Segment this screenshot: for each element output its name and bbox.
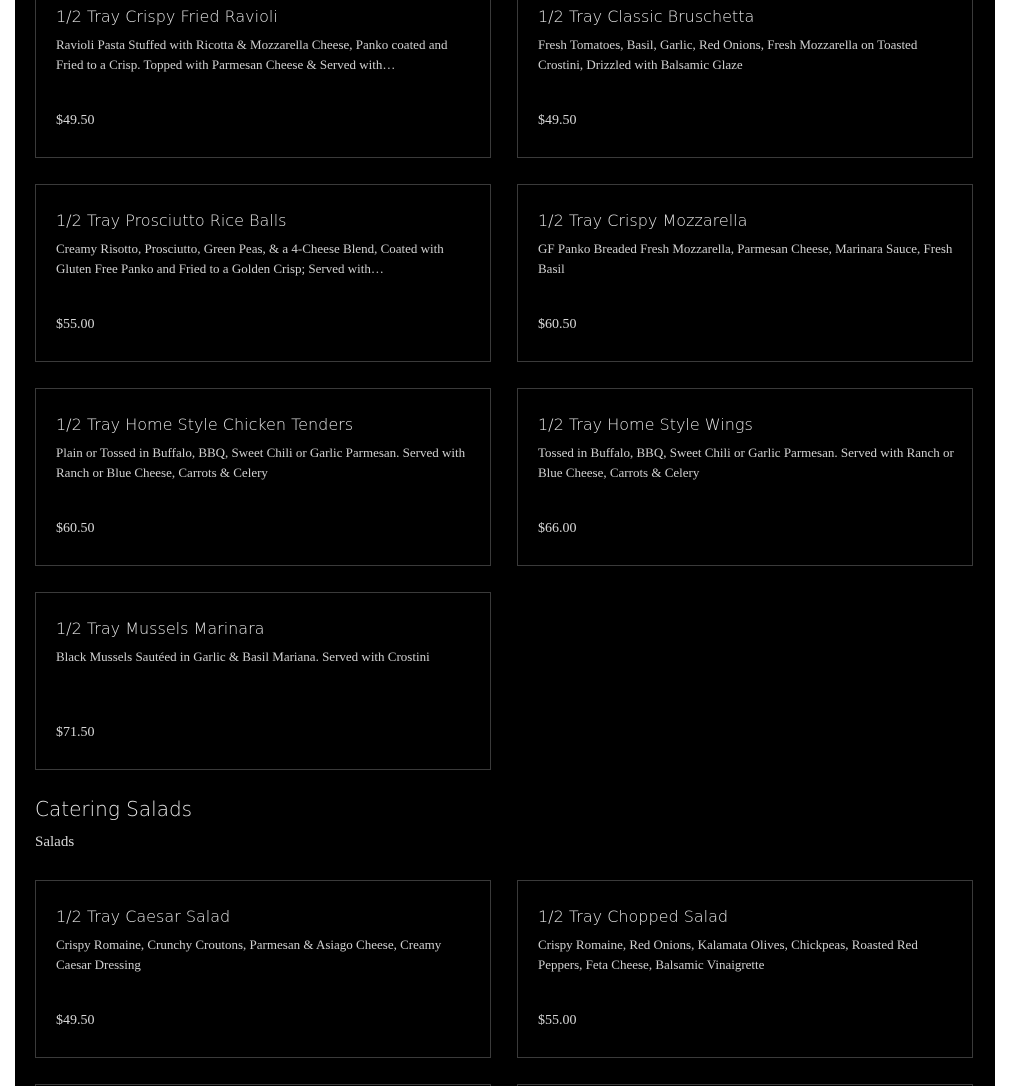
menu-item-title: 1/2 Tray Prosciutto Rice Balls — [56, 211, 287, 230]
menu-item-price: $60.50 — [538, 317, 577, 332]
menu-item-description: Fresh Tomatoes, Basil, Garlic, Red Onions, Fresh Mozzarella on Toasted Crostini, Drizzled with Balsamic Glaze — [538, 37, 918, 72]
menu-item-description: Crispy Romaine, Red Onions, Kalamata Olives, Chickpeas, Roasted Red Peppers, Feta Cheese, Balsamic Vinaigrette — [538, 937, 918, 972]
menu-item-card[interactable] — [517, 0, 973, 158]
menu-item-description: Tossed in Buffalo, BBQ, Sweet Chili or Garlic Parmesan. Served with Ranch or Blue Cheese, Carrots & Celery — [538, 445, 954, 480]
menu-item-description: Crispy Romaine, Crunchy Croutons, Parmesan & Asiago Cheese, Creamy Caesar Dressing — [56, 937, 442, 972]
menu-item-description: Plain or Tossed in Buffalo, BBQ, Sweet Chili or Garlic Parmesan. Served with Ranch or Blue Cheese, Carrots & Celery — [56, 445, 466, 480]
menu-item-price: $66.00 — [538, 521, 577, 536]
menu-item-price: $55.00 — [538, 1013, 577, 1028]
menu-item-price: $60.50 — [56, 521, 95, 536]
menu-item-title: 1/2 Tray Home Style Chicken Tenders — [56, 415, 354, 434]
menu-item-title: 1/2 Tray Mussels Marinara — [56, 619, 265, 638]
menu-item-title: 1/2 Tray Chopped Salad — [538, 907, 729, 926]
menu-item-title: 1/2 Tray Classic Bruschetta — [538, 7, 755, 26]
menu-item-card[interactable] — [35, 880, 491, 1058]
menu-item-description: Black Mussels Sautéed in Garlic & Basil Mariana. Served with Crostini — [56, 649, 430, 664]
menu-item-card[interactable] — [517, 184, 973, 362]
menu-item-card[interactable] — [35, 592, 491, 770]
menu-item-title: 1/2 Tray Home Style Wings — [538, 415, 753, 434]
menu-item-title: 1/2 Tray Crispy Fried Ravioli — [56, 7, 278, 26]
menu-item-card[interactable] — [517, 880, 973, 1058]
section-subtitle: Salads — [35, 834, 75, 850]
menu-item-card[interactable] — [35, 184, 491, 362]
menu-item-description: Ravioli Pasta Stuffed with Ricotta & Mozzarella Cheese, Panko coated and Fried to a Crisp. Topped with Parmesan Cheese & Served with… — [56, 37, 448, 72]
menu-item-card[interactable] — [35, 388, 491, 566]
menu-item-price: $49.50 — [538, 113, 577, 128]
menu-item-price: $49.50 — [56, 113, 95, 128]
menu-item-price: $49.50 — [56, 1013, 95, 1028]
menu-item-title: 1/2 Tray Caesar Salad — [56, 907, 231, 926]
menu-item-card[interactable] — [517, 388, 973, 566]
section-title: Catering Salads — [35, 797, 193, 821]
menu-item-price: $71.50 — [56, 725, 95, 740]
menu-item-title: 1/2 Tray Crispy Mozzarella — [538, 211, 748, 230]
menu-item-price: $55.00 — [56, 317, 95, 332]
menu-item-card[interactable] — [35, 0, 491, 158]
menu-item-description: Creamy Risotto, Prosciutto, Green Peas, & a 4-Cheese Blend, Coated with Gluten Free Panko and Fried to a Golden Crisp; Served with… — [56, 241, 444, 276]
menu-page — [15, 0, 995, 1086]
menu-item-description: GF Panko Breaded Fresh Mozzarella, Parmesan Cheese, Marinara Sauce, Fresh Basil — [538, 241, 953, 276]
